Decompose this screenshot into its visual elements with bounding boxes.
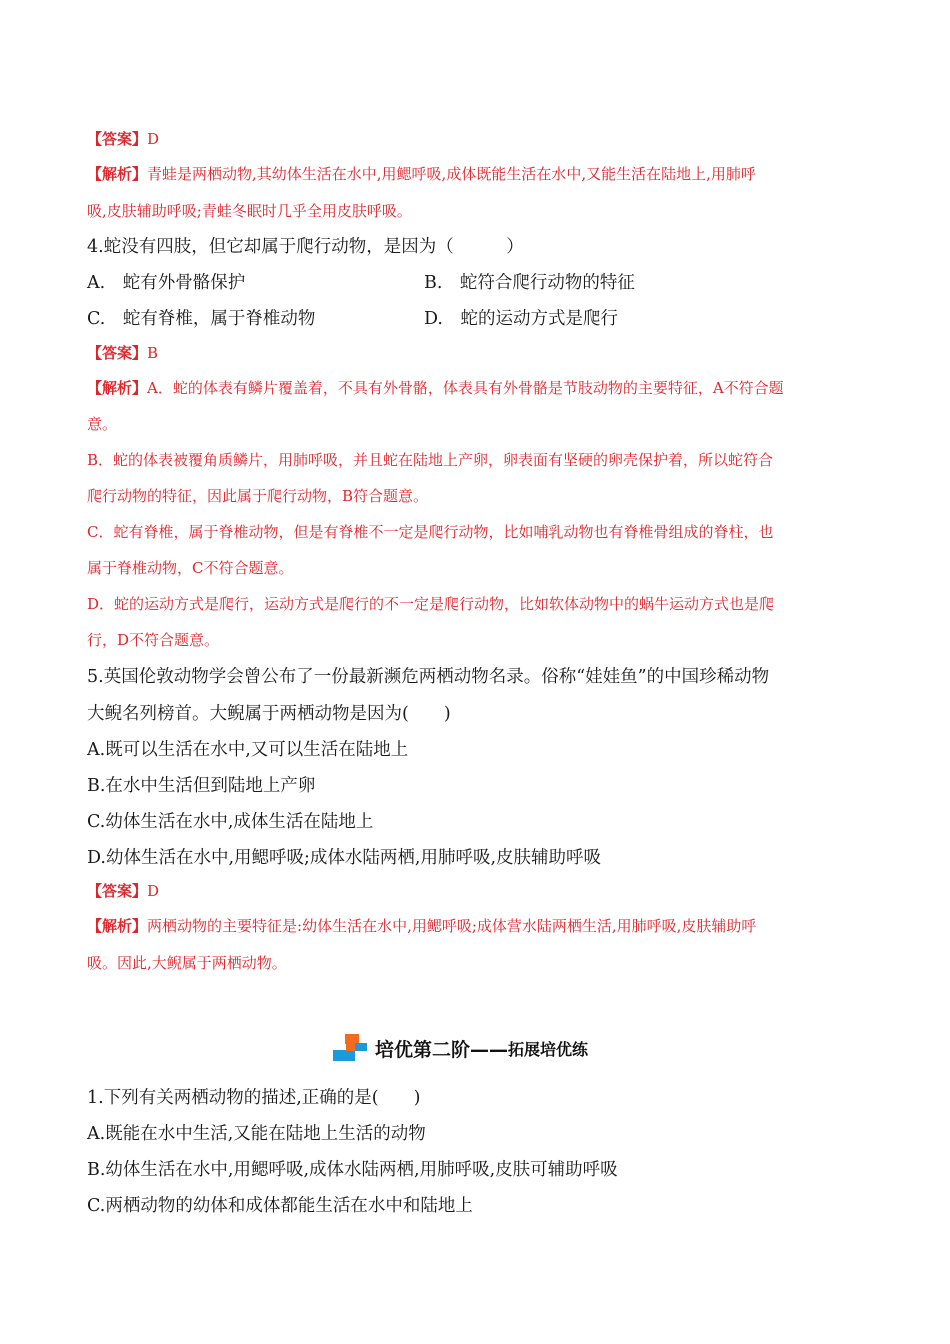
- answer-value: D: [147, 882, 160, 900]
- q3-analysis-line2: 吸,皮肤辅助呼吸;青蛙冬眠时几乎全用皮肤呼吸。: [87, 202, 412, 220]
- analysis-text: 青蛙是两栖动物,其幼体生活在水中,用鳃呼吸,成体既能生活在水中,又能生活在陆地上,用肺呼: [147, 165, 756, 183]
- q5-answer: [87, 880, 159, 901]
- q5-stem-line2: 大鲵名列榜首。大鲵属于两栖动物是因为( ): [87, 704, 451, 724]
- s2q1-stem: 1.下列有关两栖动物的描述,正确的是( ): [87, 1088, 421, 1108]
- answer-value: B: [147, 344, 159, 362]
- answer-tag: 【答案】: [87, 130, 148, 148]
- q4-analysis-line6: 属于脊椎动物，C不符合题意。: [87, 559, 294, 577]
- analysis-tag: 【解析】: [87, 379, 148, 397]
- q4-analysis-line4: 爬行动物的特征，因此属于爬行动物，B符合题意。: [87, 487, 429, 505]
- analysis-text: A．蛇的体表有鳞片覆盖着，不具有外骨骼，体表具有外骨骼是节肢动物的主要特征，A不符合题: [147, 379, 784, 397]
- q4-analysis-line1: [87, 377, 784, 398]
- q4-option-c: C. 蛇有脊椎，属于脊椎动物: [87, 309, 316, 329]
- s2q1-option-a: A.既能在水中生活,又能在陆地上生活的动物: [87, 1124, 426, 1144]
- q4-option-d: D. 蛇的运动方式是爬行: [424, 309, 618, 329]
- q5-stem-line1: 5.英国伦敦动物学会曾公布了一份最新濒危两栖动物名录。俗称“娃娃鱼”的中国珍稀动物: [87, 667, 770, 687]
- q5-analysis-line1: [87, 915, 756, 936]
- section-title: 培优第二阶——: [375, 1038, 509, 1061]
- section-header: [333, 1034, 588, 1062]
- q5-option-d: D.幼体生活在水中,用鳃呼吸;成体水陆两栖,用肺呼吸,皮肤辅助呼吸: [87, 848, 602, 868]
- q4-stem: 4.蛇没有四肢，但它却属于爬行动物，是因为（ ）: [87, 237, 524, 257]
- s2q1-option-b: B.幼体生活在水中,用鳃呼吸,成体水陆两栖,用肺呼吸,皮肤可辅助呼吸: [87, 1160, 618, 1180]
- q4-option-a: A. 蛇有外骨骼保护: [87, 273, 246, 293]
- s2q1-option-c: C.两栖动物的幼体和成体都能生活在水中和陆地上: [87, 1196, 473, 1216]
- q3-analysis-line1: [87, 163, 756, 184]
- q5-option-b: B.在水中生活但到陆地上产卵: [87, 776, 316, 796]
- answer-value: D: [147, 130, 160, 148]
- q3-answer: [87, 128, 159, 149]
- q4-analysis-line8: 行，D不符合题意。: [87, 631, 220, 649]
- answer-tag: 【答案】: [87, 882, 148, 900]
- q4-analysis-line2: 意。: [87, 415, 118, 433]
- q4-option-b: B. 蛇符合爬行动物的特征: [424, 273, 635, 293]
- q5-option-c: C.幼体生活在水中,成体生活在陆地上: [87, 812, 374, 832]
- q5-option-a: A.既可以生活在水中,又可以生活在陆地上: [87, 740, 409, 760]
- analysis-tag: 【解析】: [87, 917, 148, 935]
- q4-analysis-line7: D．蛇的运动方式是爬行，运动方式是爬行的不一定是爬行动物，比如软体动物中的蜗牛运动方式也是爬: [87, 595, 775, 613]
- stacked-squares-icon: [333, 1034, 367, 1062]
- q4-analysis-line5: C．蛇有脊椎，属于脊椎动物，但是有脊椎不一定是爬行动物，比如哺乳动物也有脊椎骨组成的脊柱，也: [87, 523, 774, 541]
- analysis-tag: 【解析】: [87, 165, 148, 183]
- answer-tag: 【答案】: [87, 344, 148, 362]
- q4-answer: [87, 342, 158, 363]
- q5-analysis-line2: 吸。因此,大鲵属于两栖动物。: [87, 954, 287, 972]
- section-subtitle: 拓展培优练: [508, 1039, 589, 1059]
- analysis-text: 两栖动物的主要特征是:幼体生活在水中,用鳃呼吸;成体营水陆两栖生活,用肺呼吸,皮肤辅助呼: [147, 917, 757, 935]
- q4-analysis-line3: B．蛇的体表被覆角质鳞片，用肺呼吸，并且蛇在陆地上产卵，卵表面有坚硬的卵壳保护着，所以蛇符合: [87, 451, 774, 469]
